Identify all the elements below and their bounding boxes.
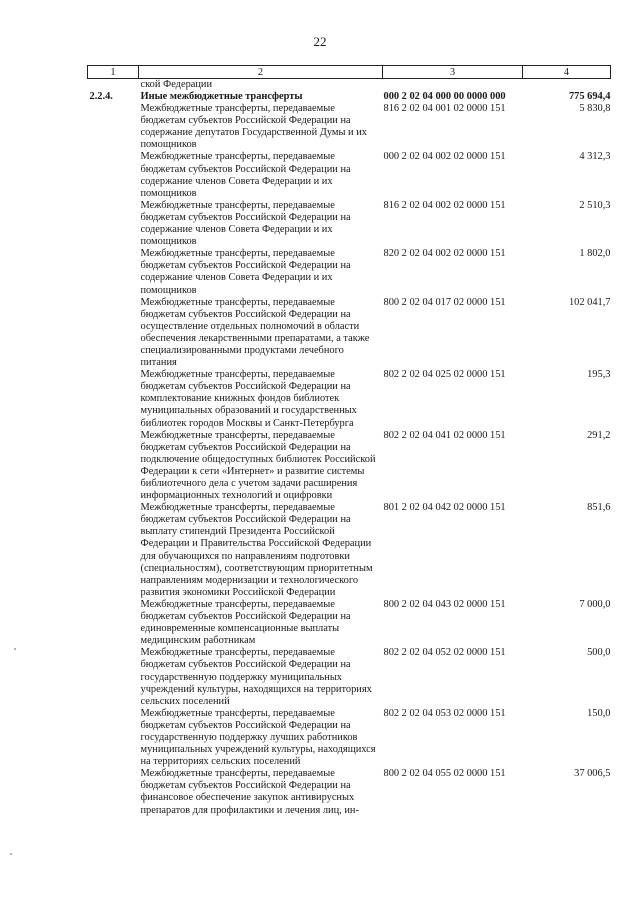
section-number: 2.2.4. <box>89 91 113 102</box>
row-name: Межбюджетные трансферты, передаваемые бюджетам субъектов Российской Федерации на осуществление отдельных полномочий в области обеспечения лекарственными препаратами, а также специализированными продуктами лечебного питания <box>140 296 370 369</box>
table-header <box>88 66 611 79</box>
budget-table <box>87 65 611 817</box>
row-code: 800 2 02 04 017 02 0000 151 <box>383 296 506 308</box>
column-header-2: 2 <box>139 66 383 79</box>
row-amount: 5 830,8 <box>579 103 611 115</box>
row-code: 816 2 02 04 001 02 0000 151 <box>383 103 506 115</box>
row-amount: 291,2 <box>587 429 611 441</box>
continued-row <box>88 79 611 92</box>
column-header-3: 3 <box>383 66 523 79</box>
row-amount: 2 510,3 <box>579 199 611 211</box>
row-name: Межбюджетные трансферты, передаваемые бюджетам субъектов Российской Федерации на содержание членов Совета Федерации и их помощников <box>140 151 351 199</box>
continued-text: ской Федерации <box>140 79 213 90</box>
row-code: 802 2 02 04 052 02 0000 151 <box>383 647 506 659</box>
table-row <box>88 248 611 296</box>
table-row <box>88 599 611 647</box>
table-row <box>88 502 611 599</box>
row-amount: 500,0 <box>587 647 611 659</box>
table-row <box>88 297 611 370</box>
row-code: 000 2 02 04 002 02 0000 151 <box>383 151 506 163</box>
row-amount: 7 000,0 <box>579 598 611 610</box>
row-code: 802 2 02 04 041 02 0000 151 <box>383 429 506 441</box>
table-row <box>88 647 611 707</box>
table-body <box>88 79 611 817</box>
scan-speck <box>14 648 16 650</box>
row-name: Межбюджетные трансферты, передаваемые бюджетам субъектов Российской Федерации на единовременные компенсационные выплаты медицинским работникам <box>140 598 351 647</box>
row-amount: 102 041,7 <box>568 296 611 308</box>
row-amount: 37 006,5 <box>574 768 611 780</box>
page-number: 22 <box>313 34 327 49</box>
row-name: Межбюджетные трансферты, передаваемые бюджетам субъектов Российской Федерации на содержание членов Совета Федерации и их помощников <box>140 248 351 296</box>
row-code: 801 2 02 04 042 02 0000 151 <box>383 502 506 514</box>
table-row <box>88 369 611 429</box>
table-row <box>88 200 611 248</box>
row-amount: 195,3 <box>587 369 611 381</box>
row-code: 802 2 02 04 053 02 0000 151 <box>383 707 506 719</box>
row-name: Межбюджетные трансферты, передаваемые бюджетам субъектов Российской Федерации на содержание депутатов Государственной Думы и их помощников <box>140 103 367 151</box>
row-amount: 1 802,0 <box>579 248 611 260</box>
section-code: 000 2 02 04 000 00 0000 000 <box>383 91 506 102</box>
table-row <box>88 768 611 816</box>
row-name: Межбюджетные трансферты, передаваемые бюджетам субъектов Российской Федерации на государственную поддержку лучших работников муниципальных учреждений культуры, находящихся на территориях сельских поселений <box>140 707 376 768</box>
section-row <box>88 91 611 103</box>
row-code: 800 2 02 04 055 02 0000 151 <box>383 768 506 780</box>
section-amount: 775 694,4 <box>568 91 611 102</box>
row-code: 820 2 02 04 002 02 0000 151 <box>383 248 506 260</box>
row-name: Межбюджетные трансферты, передаваемые бюджетам субъектов Российской Федерации на содержание членов Совета Федерации и их помощников <box>140 199 351 248</box>
row-name: Межбюджетные трансферты, передаваемые бюджетам субъектов Российской Федерации на выплату стипендий Президента Российской Федерации и Правительства Российской Федерации для обучающихся по направлениям подготовки (специальностям), соответствующим приоритетным направлениям модернизации и технологического развития экономики Российской Федерации <box>140 502 373 598</box>
row-code: 800 2 02 04 043 02 0000 151 <box>383 598 506 610</box>
row-code: 816 2 02 04 002 02 0000 151 <box>383 199 506 211</box>
scan-speck <box>10 853 12 855</box>
row-name: Межбюджетные трансферты, передаваемые бюджетам субъектов Российской Федерации на подключение общедоступных библиотек Российской Федерации к сети «Интернет» и развитие системы библиотечного дела с учетом задачи расширения информационных технологий и оцифровки <box>140 429 376 502</box>
section-title: Иные межбюджетные трансферты <box>140 91 303 102</box>
table-row <box>88 103 611 151</box>
row-name: Межбюджетные трансферты, передаваемые бюджетам субъектов Российской Федерации на государственную поддержку муниципальных учреждений культуры, находящихся на территориях сельских поселений <box>140 647 372 707</box>
row-code: 802 2 02 04 025 02 0000 151 <box>383 369 506 381</box>
row-amount: 4 312,3 <box>579 151 611 163</box>
row-name: Межбюджетные трансферты, передаваемые бюджетам субъектов Российской Федерации на комплектование книжных фондов библиотек муниципальных образований и государственных библиотек городов Москвы и Санкт-Петербурга <box>140 369 357 429</box>
table-row <box>88 151 611 199</box>
row-amount: 851,6 <box>587 502 611 514</box>
row-name: Межбюджетные трансферты, передаваемые бюджетам субъектов Российской Федерации на финансовое обеспечение закупок антивирусных препаратов для профилактики и лечения лиц, ин- <box>140 768 359 816</box>
column-header-4: 4 <box>523 66 611 79</box>
column-header-1: 1 <box>88 66 139 79</box>
table-row <box>88 708 611 768</box>
table-row <box>88 430 611 503</box>
row-amount: 150,0 <box>587 707 611 719</box>
